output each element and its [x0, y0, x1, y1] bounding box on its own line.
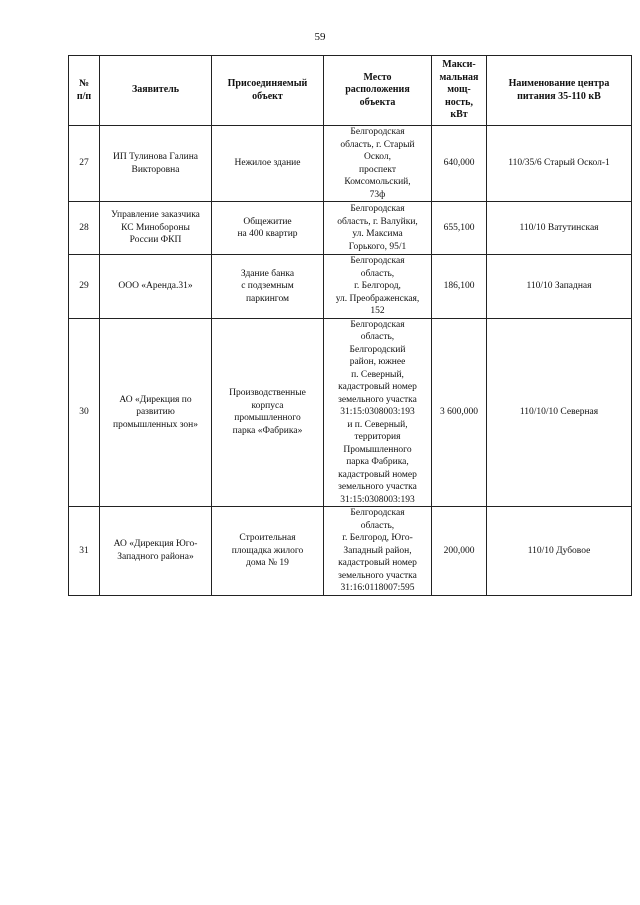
row-power: 200,000 [432, 507, 487, 596]
row-power: 186,100 [432, 255, 487, 319]
row-applicant: АО «Дирекция по развитию промышленных зон» [100, 318, 212, 507]
row-applicant: АО «Дирекция Юго- Западного района» [100, 507, 212, 596]
row-power: 3 600,000 [432, 318, 487, 507]
row-applicant: Управление заказчика КС Минобороны России ФКП [100, 202, 212, 255]
header-num: № п/п [69, 56, 100, 126]
row-num: 28 [69, 202, 100, 255]
row-num: 31 [69, 507, 100, 596]
row-center: 110/10 Западная [487, 255, 632, 319]
row-location: Белгородская область, Белгородский район, южнее п. Северный, кадастровый номер земельного участка 31:15:0308003:193 и п. Северный, территория Промышленного парка Фабрика, кадастровый номер земельного участка 31:15:0308003:193 [324, 318, 432, 507]
row-object: Строительная площадка жилого дома № 19 [212, 507, 324, 596]
header-power: Макси- мальная мощ- ность, кВт [432, 56, 487, 126]
row-center: 110/35/6 Старый Оскол-1 [487, 126, 632, 202]
table-row [69, 507, 632, 596]
row-center: 110/10 Ватутинская [487, 202, 632, 255]
row-object: Здание банка с подземным паркингом [212, 255, 324, 319]
row-num: 29 [69, 255, 100, 319]
table-row [69, 318, 632, 507]
row-applicant: ООО «Аренда.31» [100, 255, 212, 319]
row-applicant: ИП Тулинова Галина Викторовна [100, 126, 212, 202]
row-object: Нежилое здание [212, 126, 324, 202]
row-num: 30 [69, 318, 100, 507]
header-row [69, 56, 632, 126]
table-row [69, 255, 632, 319]
row-location: Белгородская область, г. Валуйки, ул. Максима Горького, 95/1 [324, 202, 432, 255]
row-power: 640,000 [432, 126, 487, 202]
header-location: Место расположения объекта [324, 56, 432, 126]
row-location: Белгородская область, г. Белгород, Юго- Западный район, кадастровый номер земельного участка 31:16:0118007:595 [324, 507, 432, 596]
row-power: 655,100 [432, 202, 487, 255]
connections-table [68, 55, 632, 596]
header-applicant: Заявитель [100, 56, 212, 126]
row-object: Общежитие на 400 квартир [212, 202, 324, 255]
row-location: Белгородская область, г. Белгород, ул. Преображенская, 152 [324, 255, 432, 319]
row-center: 110/10/10 Северная [487, 318, 632, 507]
row-object: Производственные корпуса промышленного парка «Фабрика» [212, 318, 324, 507]
header-object: Присоединяемый объект [212, 56, 324, 126]
header-center: Наименование центра питания 35-110 кВ [487, 56, 632, 126]
row-center: 110/10 Дубовое [487, 507, 632, 596]
row-location: Белгородская область, г. Старый Оскол, проспект Комсомольский, 73ф [324, 126, 432, 202]
row-num: 27 [69, 126, 100, 202]
table-row [69, 202, 632, 255]
table-row [69, 126, 632, 202]
page-number: 59 [314, 31, 326, 43]
